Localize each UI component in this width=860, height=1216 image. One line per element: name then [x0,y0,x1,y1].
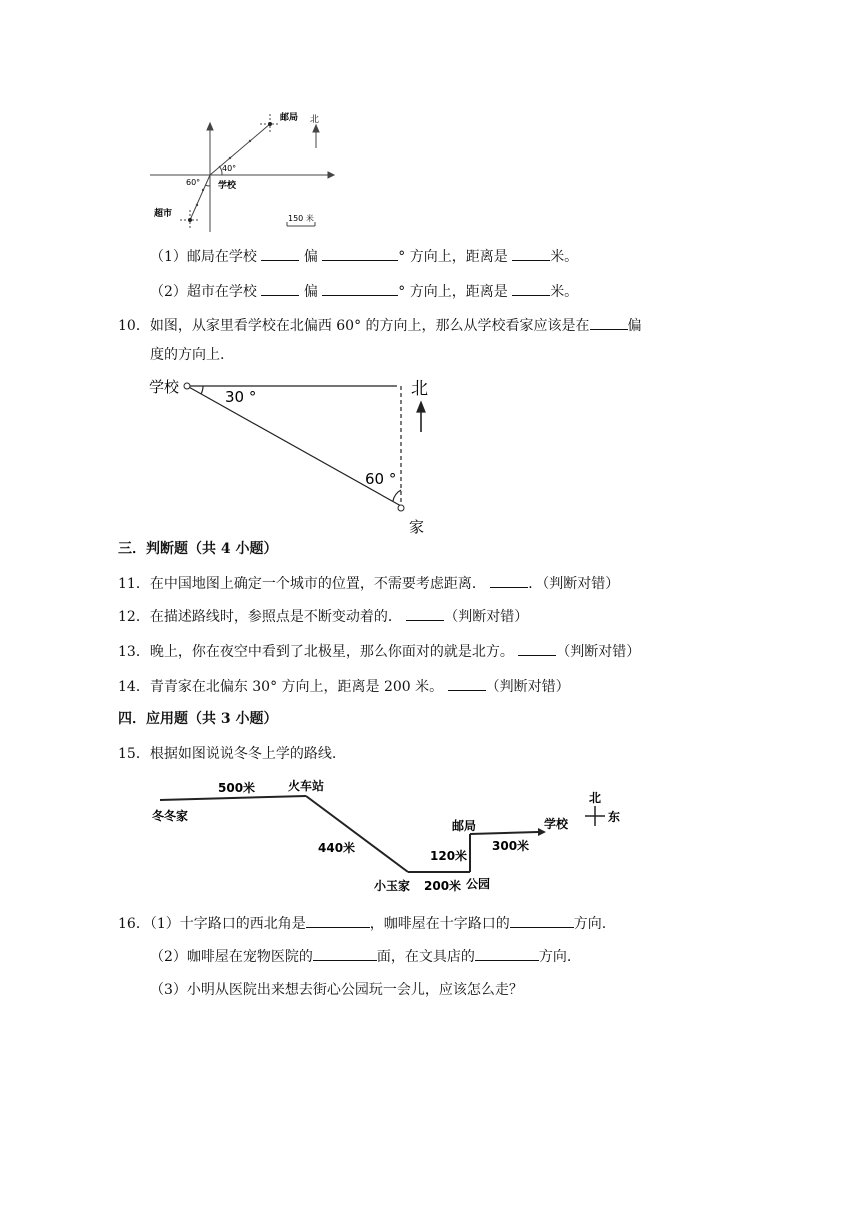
answer-blank[interactable] [322,281,398,296]
fig15-d500: 500米 [218,781,256,795]
q16-2: （2）咖啡屋在宠物医院的 面，在文具店的 方向. [150,946,571,967]
route-segment [306,796,408,872]
q9-1: （1）邮局在学校 偏 ° 方向上，距离是 米。 [150,246,578,267]
label-school: 学校 [218,181,237,191]
fig15-station: 火车站 [288,779,325,793]
q14: 14．青青家在北偏东 30° 方向上，距离是 200 米。 （判断对错） [118,676,570,697]
label-north: 北 [310,115,320,125]
q15: 15．根据如图说说冬冬上学的路线. [118,746,337,762]
label-40: 40° [222,164,237,173]
section-title-application: 四．应用题（共 3 小题） [118,711,278,727]
fig15-north: 北 [589,791,602,805]
route-segment [160,796,306,800]
answer-blank[interactable] [306,913,370,928]
answer-blank[interactable] [512,246,550,261]
fig10-north: 北 [411,379,428,399]
answer-blank[interactable] [313,946,377,961]
answer-blank[interactable] [475,946,539,961]
answer-blank[interactable] [322,246,398,261]
route-to-post [210,124,270,175]
answer-blank[interactable] [406,606,444,621]
fig10-home: 家 [409,518,425,536]
answer-blank[interactable] [261,281,299,296]
label-market: 超市 [154,209,173,219]
q9-2: （2）超市在学校 偏 ° 方向上，距离是 米。 [150,281,578,302]
answer-blank[interactable] [512,281,550,296]
fig15-d200: 200米 [424,879,462,893]
fig10-angle60: 60 ° [365,470,397,488]
figure-q15-route-map [148,772,628,896]
q12: 12．在描述路线时，参照点是不断变动着的． （判断对错） [118,606,528,627]
fig10-school: 学校 [149,378,180,396]
fig15-dongdong: 冬冬家 [152,809,189,823]
fig15-xiaoyu: 小玉家 [374,879,411,893]
answer-blank[interactable] [590,315,628,330]
fig15-post: 邮局 [452,819,477,833]
label-60: 60° [186,178,201,187]
fig15-d120: 120米 [430,849,468,863]
answer-blank[interactable] [448,676,486,691]
label-scale: 150 米 [288,214,314,223]
figure-q10 [145,372,435,537]
q10-line1: 10．如图，从家里看学校在北偏西 60° 的方向上，那么从学校看家应该是在 偏 [118,315,642,336]
figure-q9 [150,108,340,234]
fig15-park: 公园 [466,877,491,891]
q13: 13．晚上，你在夜空中看到了北极星，那么你面对的就是北方。 （判断对错） [118,641,640,662]
answer-blank[interactable] [490,573,528,588]
q16-3: （3）小明从医院出来想去街心公园玩一会儿，应该怎么走？ [150,982,523,998]
fig15-east: 东 [608,810,621,824]
q10-line2: 度的方向上. [150,347,225,363]
answer-blank[interactable] [518,641,556,656]
fig15-school: 学校 [544,817,569,831]
fig15-d300: 300米 [492,839,530,853]
school-home-line [187,386,401,506]
q16-1: 16．（1）十字路口的西北角是 ，咖啡屋在十字路口的 方向. [118,913,606,934]
answer-blank[interactable] [510,913,574,928]
answer-blank[interactable] [261,246,299,261]
section-title-judgement: 三．判断题（共 4 小题） [118,541,278,557]
label-post: 邮局 [280,113,299,123]
fig10-angle30: 30 ° [225,388,257,406]
fig15-d440: 440米 [318,841,356,855]
route-segment [470,832,538,834]
q11: 11．在中国地图上确定一个城市的位置，不需要考虑距离． ．（判断对错） [118,573,619,594]
